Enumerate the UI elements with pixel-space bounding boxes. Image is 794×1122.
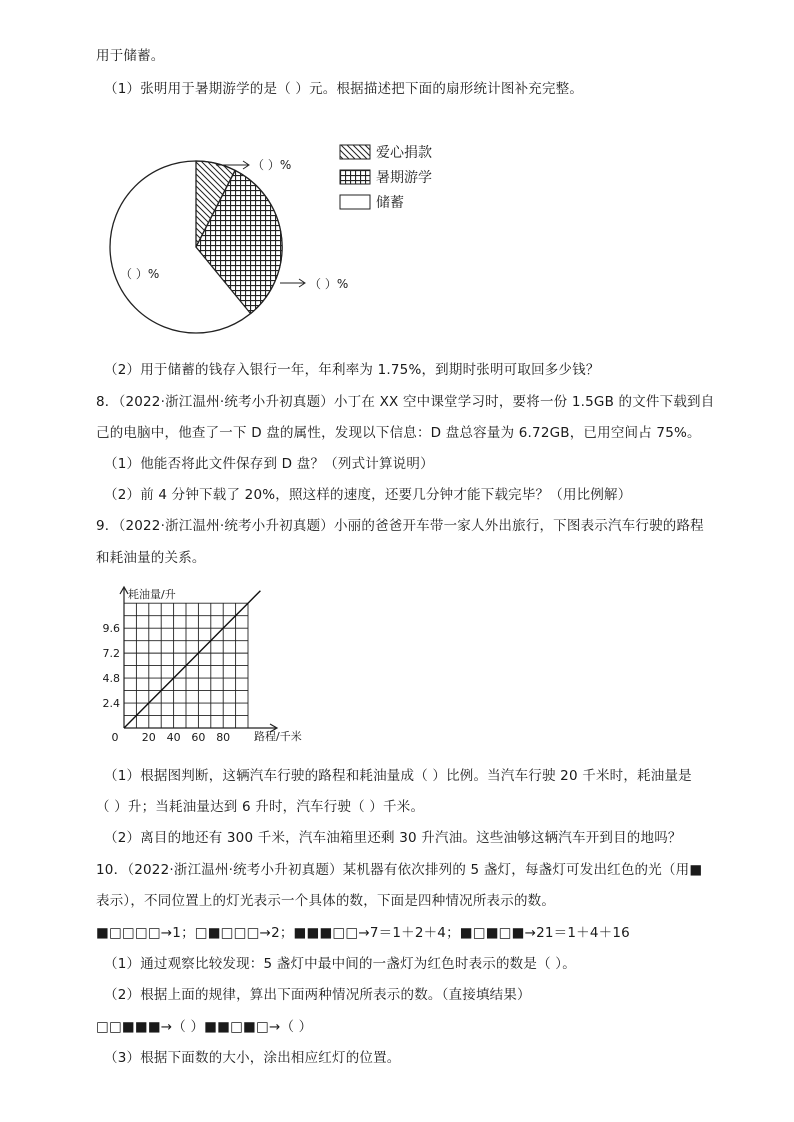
question-10-part-1: （1）通过观察比较发现：5 盏灯中最中间的一盏灯为红色时表示的数是（ ）。 xyxy=(104,956,576,972)
lamp-examples: ■□□□□→1；□■□□□→2；■■■□□→7＝1＋2＋4；■□■□■→21＝1＋4＋16 xyxy=(96,925,630,941)
pie-label-right: （ ）% xyxy=(309,277,349,291)
pie-label-top: （ ）% xyxy=(252,158,292,172)
legend-label-savings: 储蓄 xyxy=(376,195,404,211)
pie-group xyxy=(110,161,282,333)
question-10-part-2: （2）根据上面的规律，算出下面两种情况所表示的数。（直接填结果） xyxy=(104,987,531,1003)
question-10-part-3: （3）根据下面数的大小，涂出相应红灯的位置。 xyxy=(104,1050,401,1066)
y-axis-label: 耗油量/升 xyxy=(128,588,176,601)
y-tick-label: 4.8 xyxy=(102,672,120,686)
question-8-stem-cont: 己的电脑中，他查了一下 D 盘的属性，发现以下信息：D 盘总容量为 6.72GB，已用空间占 75%。 xyxy=(96,425,701,441)
question-9-part-1: （1）根据图判断，这辆汽车行驶的路程和耗油量成（ ）比例。当汽车行驶 20 千米时，耗油量是 xyxy=(104,768,692,784)
x-tick-label: 80 xyxy=(216,731,231,744)
question-7-part-1: （1）张明用于暑期游学的是（ ）元。根据描述把下面的扇形统计图补充完整。 xyxy=(104,81,584,97)
question-7-part-2: （2）用于储蓄的钱存入银行一年，年利率为 1.75%，到期时张明可取回多少钱？ xyxy=(104,362,600,378)
x-tick-label: 0 xyxy=(111,731,119,744)
x-axis-label: 路程/千米 xyxy=(254,730,302,743)
legend-swatch-savings xyxy=(340,195,370,209)
lamp-exercise: □□■■■→（ ）■■□■□→（ ） xyxy=(96,1019,313,1035)
question-8-part-1: （1）他能否将此文件保存到 D 盘？（列式计算说明） xyxy=(104,456,434,472)
pie-chart xyxy=(0,110,794,350)
pie-label-left: （ ）% xyxy=(120,267,160,281)
y-tick-label: 7.2 xyxy=(102,647,120,661)
text-line: 用于储蓄。 xyxy=(96,48,165,64)
x-tick-label: 20 xyxy=(141,731,156,744)
question-8-part-2: （2）前 4 分钟下载了 20%，照这样的速度，还要几分钟才能下载完毕？（用比例解） xyxy=(104,487,632,503)
question-10-stem-cont: 表示），不同位置上的灯光表示一个具体的数，下面是四种情况所表示的数。 xyxy=(96,893,556,909)
legend-swatch-study-trip xyxy=(340,170,370,184)
y-tick-label: 9.6 xyxy=(102,622,120,636)
question-9-part-2: （2）离目的地还有 300 千米，汽车油箱里还剩 30 升汽油。这些油够这辆汽车开到目的地吗？ xyxy=(104,830,682,846)
question-10-stem: 10．（2022·浙江温州·统考小升初真题）某机器有依次排列的 5 盏灯，每盏灯可发出红色的光（用■ xyxy=(96,862,703,878)
legend-label-study-trip: 暑期游学 xyxy=(376,170,432,186)
leader-arrow-right xyxy=(280,279,305,287)
question-9-stem-cont: 和耗油量的关系。 xyxy=(96,550,206,566)
x-tick-label: 60 xyxy=(191,731,206,744)
question-8-stem: 8．（2022·浙江温州·统考小升初真题）小丁在 XX 空中课堂学习时，要将一份 1.5GB 的文件下载到自 xyxy=(96,394,715,410)
chart-series xyxy=(124,591,260,728)
question-9-stem: 9．（2022·浙江温州·统考小升初真题）小丽的爸爸开车带一家人外出旅行，下图表示汽车行驶的路程 xyxy=(96,518,704,534)
x-tick-label: 40 xyxy=(166,731,181,744)
question-9-part-1-cont: （ ）升；当耗油量达到 6 升时，汽车行驶（ ）千米。 xyxy=(96,799,425,815)
legend-swatch-donation xyxy=(340,145,370,159)
fuel-distance-chart xyxy=(0,578,794,758)
y-tick-label: 2.4 xyxy=(102,697,120,711)
series-line xyxy=(124,591,260,728)
legend-label-donation: 爱心捐款 xyxy=(376,145,432,161)
